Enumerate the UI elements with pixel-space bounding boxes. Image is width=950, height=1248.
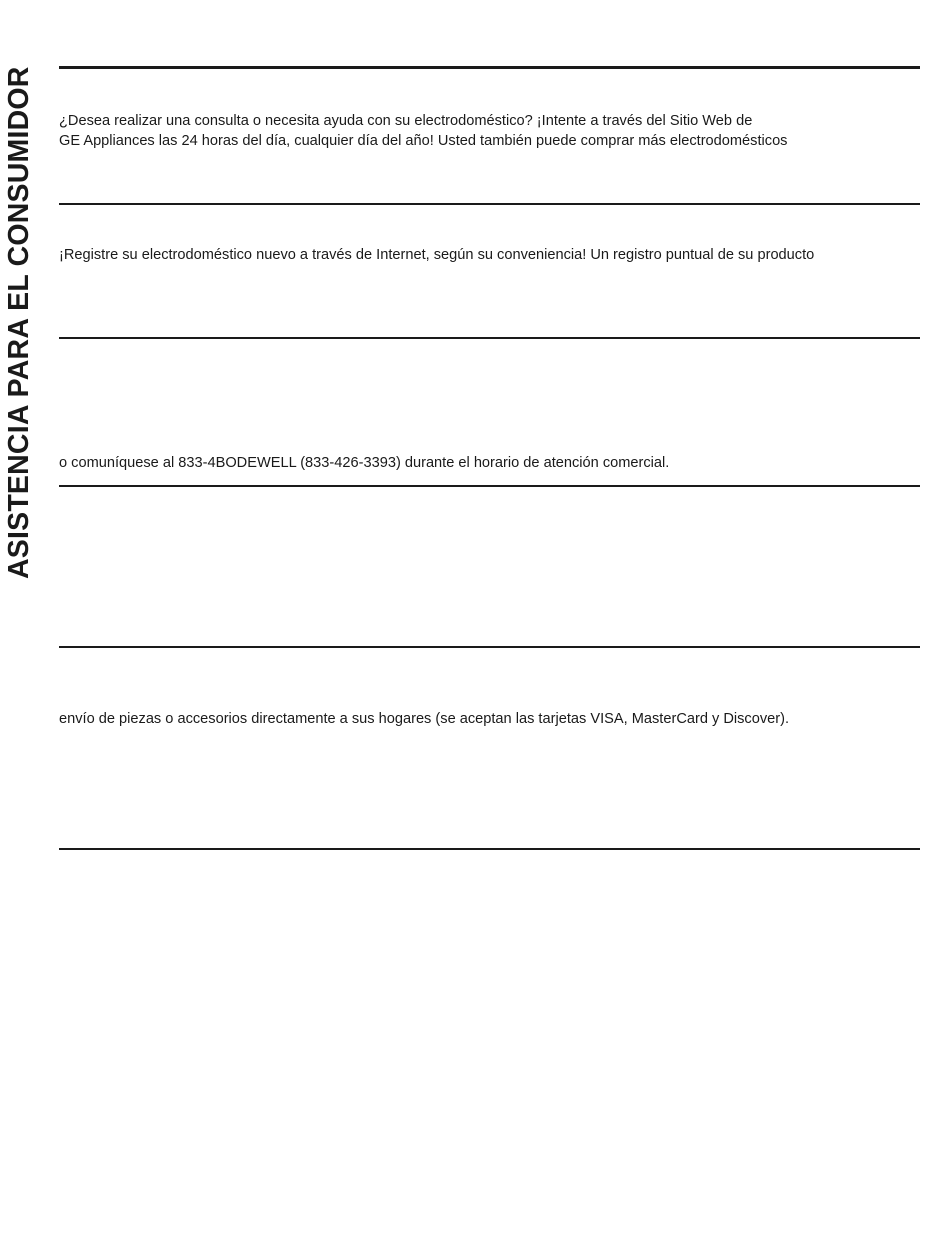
help-paragraph	[59, 111, 929, 151]
page-side-title: ASISTENCIA PARA EL CONSUMIDOR	[3, 66, 35, 580]
help-paragraph-line-1: ¿Desea realizar una consulta o necesita ayuda con su electrodoméstico? ¡Intente a través del Sitio Web de	[59, 113, 753, 129]
section-divider-top	[59, 66, 920, 69]
service-paragraph	[59, 453, 929, 473]
register-paragraph-line-1: ¡Registre su electrodoméstico nuevo a través de Internet, según su conveniencia! Un registro puntual de su producto	[59, 247, 815, 263]
service-paragraph-line-1: o comuníquese al 833-4BODEWELL (833-426-3393) durante el horario de atención comercial.	[59, 455, 670, 471]
help-paragraph-line-2: GE Appliances las 24 horas del día, cualquier día del año! Usted también puede comprar más electrodomésticos	[59, 133, 788, 149]
section-divider-bottom	[59, 848, 920, 850]
parts-paragraph-line-1: envío de piezas o accesorios directamente a sus hogares (se aceptan las tarjetas VISA, MasterCard y Discover).	[59, 711, 790, 727]
section-divider-help	[59, 203, 920, 205]
parts-paragraph	[59, 709, 929, 729]
section-divider-service	[59, 485, 920, 487]
section-divider-register	[59, 337, 920, 339]
section-divider-middle	[59, 646, 920, 648]
register-paragraph	[59, 245, 929, 265]
